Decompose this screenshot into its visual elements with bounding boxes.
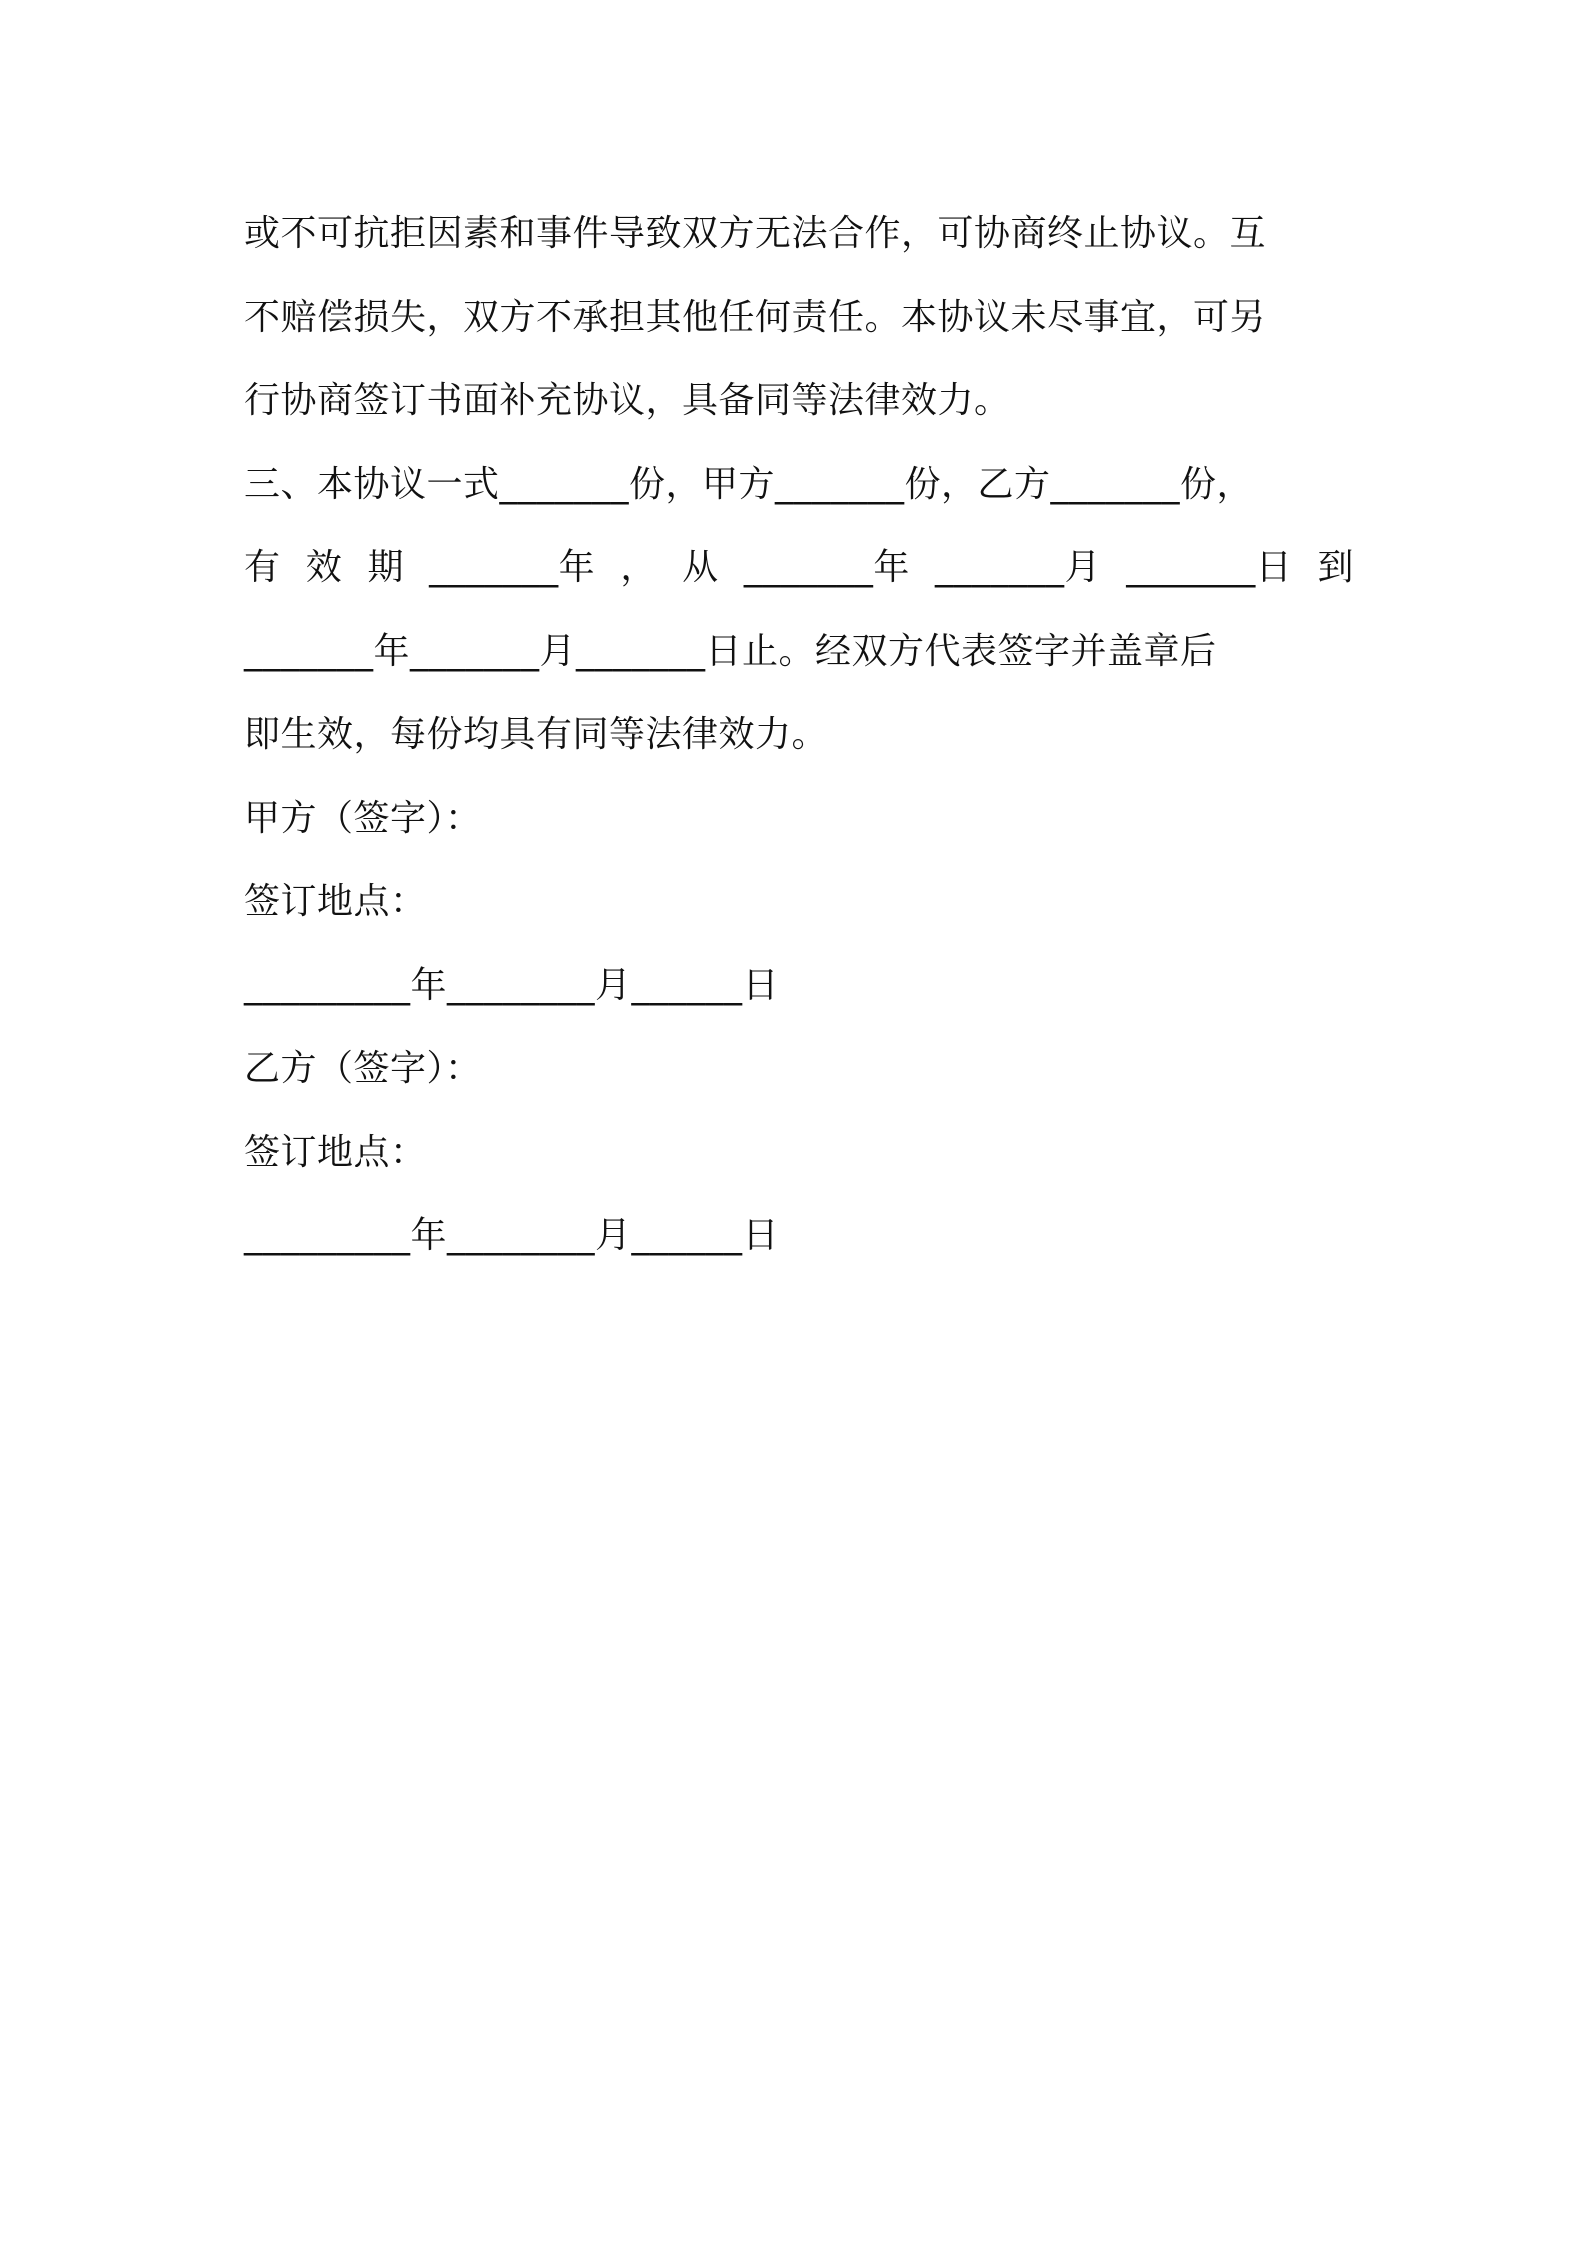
paragraph-2-line-3: _______年_______月_______日止。经双方代表签字并盖章后 xyxy=(244,631,1217,672)
start-day-blank: _______日 xyxy=(1126,547,1293,588)
paragraph-1-line-3: 行协商签订书面补充协议，具备同等法律效力。 xyxy=(244,380,1011,421)
validity-to: 到 xyxy=(1317,547,1354,588)
paragraph-2-line-2 xyxy=(244,544,1354,592)
party-a-date-line: _________年________月______日 xyxy=(244,965,779,1006)
validity-char-3: 期 xyxy=(367,547,404,588)
party-b-signature-label: 乙方（签字）： xyxy=(244,1048,482,1089)
validity-from: 从 xyxy=(682,547,719,588)
start-month-blank: _______月 xyxy=(935,547,1102,588)
party-a-place-label: 签订地点： xyxy=(244,881,427,922)
start-year-blank: _______年 xyxy=(743,547,910,588)
party-b-date-line: _________年________月______日 xyxy=(244,1215,779,1256)
paragraph-2-line-4: 即生效，每份均具有同等法律效力。 xyxy=(244,714,829,755)
party-b-place-label: 签订地点： xyxy=(244,1132,427,1173)
paragraph-1-line-2: 不赔偿损失，双方不承担其他任何责任。本协议未尽事宜，可另 xyxy=(244,297,1267,338)
validity-comma: ， xyxy=(620,547,657,588)
paragraph-1-line-1: 或不可抗拒因素和事件导致双方无法合作，可协商终止协议。互 xyxy=(244,213,1267,254)
validity-char-1: 有 xyxy=(244,547,281,588)
validity-years-blank: _______年 xyxy=(429,547,596,588)
validity-char-2: 效 xyxy=(305,547,343,588)
paragraph-2-line-1: 三、本协议一式_______份，甲方_______份，乙方_______份， xyxy=(244,464,1254,505)
party-a-signature-label: 甲方（签字）： xyxy=(244,798,482,839)
